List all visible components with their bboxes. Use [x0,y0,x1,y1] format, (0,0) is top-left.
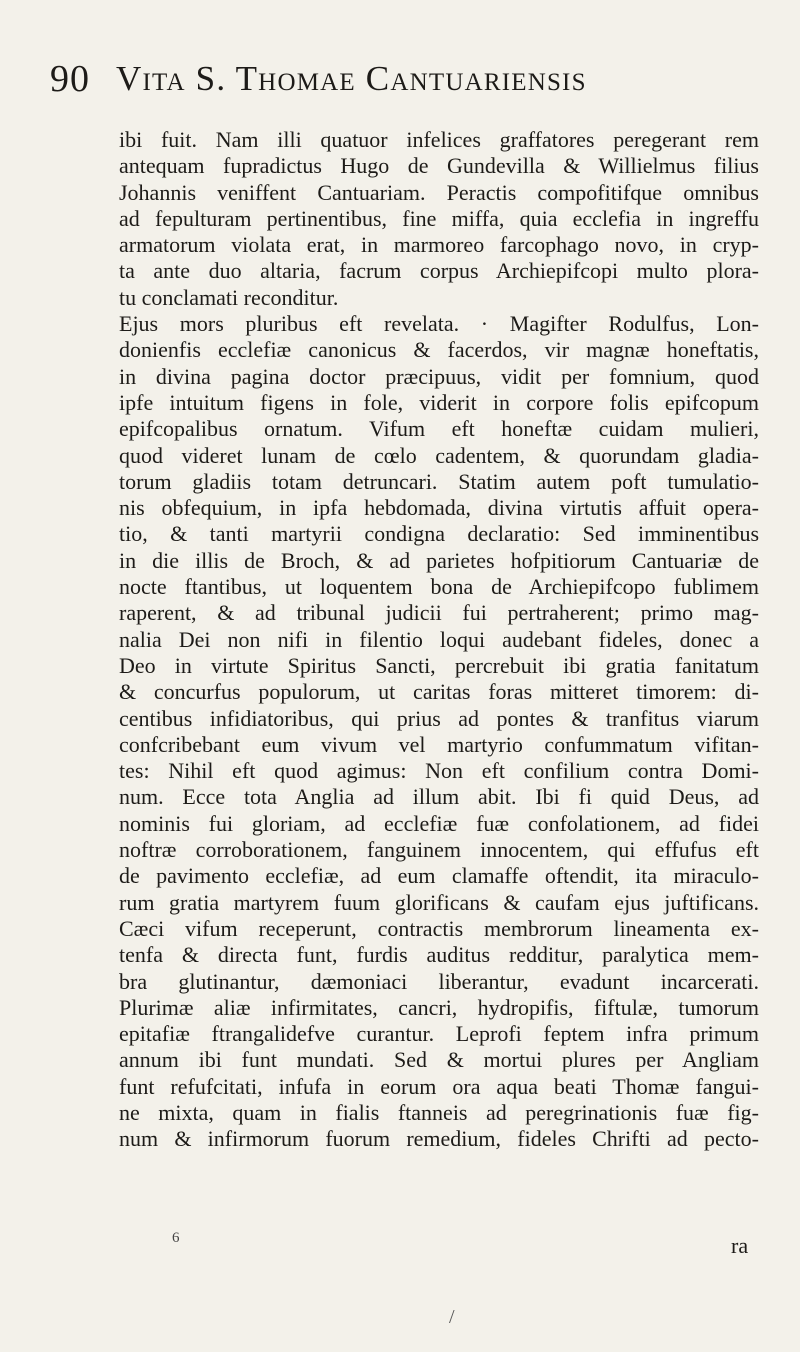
text-line: nalia Dei non nifi in filentio loqui audebant fideles, donec a [119,626,759,652]
text-line: in die illis de Broch, & ad parietes hofpitiorum Cantuariæ de [119,547,759,573]
text-line: & concurfus populorum, ut caritas foras mitteret timorem: di- [119,679,759,705]
text-line: ad fepulturam pertinentibus, fine miffa, quia ecclefia in ingreffu [119,205,759,231]
text-line: donienfis ecclefiæ canonicus & facerdos, vir magnæ honeftatis, [119,337,759,363]
text-line: nominis fui gloriam, ad ecclefiæ fuæ confolationem, ad fidei [119,810,759,836]
text-line: confcribebant eum vivum vel martyrio confummatum vifitan- [119,731,759,757]
text-line: ipfe intuitum figens in fole, viderit in corpore folis epifcopum [119,389,759,415]
text-line: tes: Nihil eft quod agimus: Non eft confilium contra Domi- [119,758,759,784]
body-text [119,127,759,1153]
text-line: annum ibi funt mundati. Sed & mortui plures per Angliam [119,1047,759,1073]
text-line: num. Ecce tota Anglia ad illum abit. Ibi fi quid Deus, ad [119,784,759,810]
text-line: ne mixta, quam in fialis ftanneis ad peregrinationis fuæ fig- [119,1099,759,1125]
text-line: quod videret lunam de cœlo cadentem, & quorundam gladia- [119,442,759,468]
text-line: funt refufcitati, infufa in eorum ora aqua beati Thomæ fangui- [119,1073,759,1099]
text-line: bra glutinantur, dæmoniaci liberantur, evadunt incarcerati. [119,968,759,994]
text-line: nis obfequium, in ipfa hebdomada, divina virtutis affuit opera- [119,495,759,521]
text-line: ta ante duo altaria, facrum corpus Archiepifcopi multo plora- [119,258,759,284]
text-line: de pavimento ecclefiæ, ad eum clamaffe oftendit, ita miraculo- [119,863,759,889]
text-line: armatorum violata erat, in marmoreo farcophago novo, in cryp- [119,232,759,258]
catchword: ra [731,1233,749,1258]
text-line: Deo in virtute Spiritus Sancti, percrebuit ibi gratia fanitatum [119,652,759,678]
text-line: antequam fupradictus Hugo de Gundevilla & Willielmus filius [119,153,759,179]
text-line: epitafiæ ftrangalidefve curantur. Leprofi feptem infra primum [119,1021,759,1047]
running-head: Vita S. Thomae Cantuariensis [116,59,587,98]
page-number: 90 [50,58,90,100]
text-line: noftræ corroborationem, fanguinem innocentem, qui effufus eft [119,837,759,863]
stray-mark: / [449,1306,455,1328]
text-line: nocte ftantibus, ut loquentem bona de Archiepifcopo fublimem [119,574,759,600]
text-line: tio, & tanti martyrii condigna declaratio: Sed imminentibus [119,521,759,547]
text-line: raperent, & ad tribunal judicii fui pertraherent; primo mag- [119,600,759,626]
text-line: epifcopalibus ornatum. Vifum eft honeftæ cuidam mulieri, [119,416,759,442]
text-line: rum gratia martyrem fuum glorificans & caufam ejus juftificans. [119,889,759,915]
text-line: tu conclamati reconditur. [119,284,339,310]
text-line: num & infirmorum fuorum remedium, fideles Chrifti ad pecto- [119,1126,759,1152]
text-line: Johannis veniffent Cantuariam. Peractis compofitifque omnibus [119,179,759,205]
page-header [50,36,770,100]
text-line: ibi fuit. Nam illi quatuor infelices graffatores peregerant rem [119,127,759,152]
text-line: Cæci vifum receperunt, contractis membrorum lineamenta ex- [119,915,759,941]
text-line: Ejus mors pluribus eft revelata. · Magifter Rodulfus, Lon- [119,311,759,337]
signature-mark: 6 [172,1230,180,1246]
text-line: torum gladiis totam detruncari. Statim autem poft tumulatio- [119,468,759,494]
text-line: in divina pagina doctor præcipuus, vidit per fomnium, quod [119,363,759,389]
text-line: tenfa & directa funt, furdis auditus redditur, paralytica mem- [119,942,759,968]
text-line: centibus infidiatoribus, qui prius ad pontes & tranfitus viarum [119,705,759,731]
text-line: Plurimæ aliæ infirmitates, cancri, hydropifis, fiftulæ, tumorum [119,994,759,1020]
